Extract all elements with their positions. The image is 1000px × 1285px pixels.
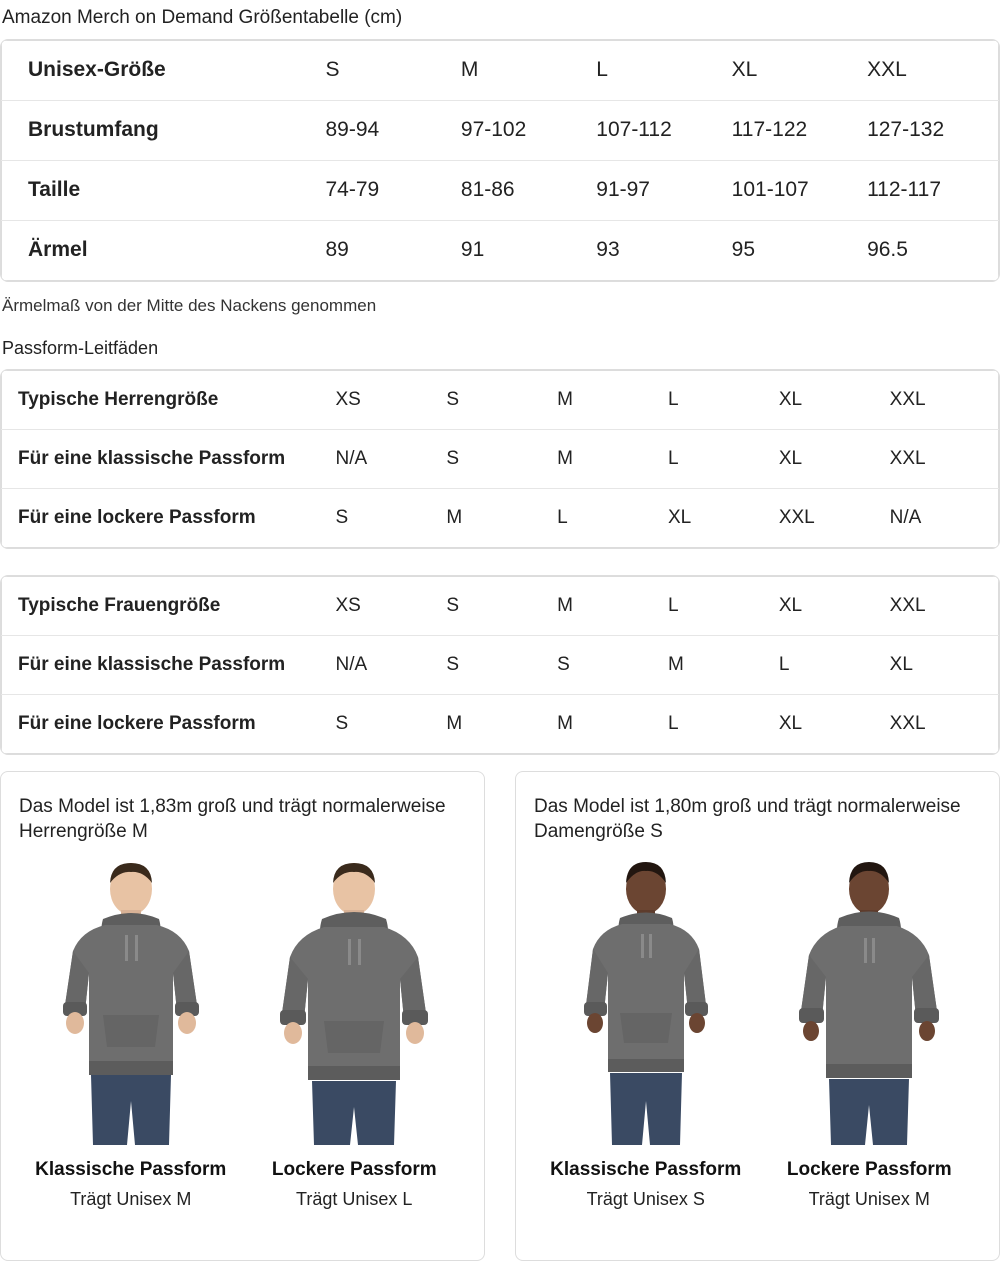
cell: XXL — [888, 370, 999, 429]
male-classic-hoodie-illustration — [31, 855, 231, 1145]
cell: 117-122 — [728, 100, 863, 160]
model-card-mens — [0, 771, 485, 1261]
model-figure-loose-fit-female — [769, 855, 969, 1145]
male-loose-hoodie-illustration — [254, 855, 454, 1145]
unisex-size-table-wrapper — [0, 39, 1000, 282]
cell: XXL — [888, 429, 999, 488]
model-figure-classic-fit-female — [546, 855, 746, 1145]
figure-row — [19, 855, 466, 1145]
cell: 97-102 — [457, 100, 592, 160]
cell: S — [335, 506, 349, 528]
mens-fit-table-wrapper — [0, 369, 1000, 549]
row-label: Unisex-Größe — [2, 40, 322, 100]
cell: 89-94 — [322, 100, 457, 160]
model-card-caption: Das Model ist 1,83m groß und trägt normalerweise Herrengröße M — [19, 795, 446, 843]
cell: N/A — [889, 506, 922, 528]
cell: 101-107 — [728, 160, 863, 220]
table-row — [2, 220, 999, 280]
row-label: Taille — [2, 160, 322, 220]
cell: M — [666, 635, 777, 694]
row-label: Brustumfang — [2, 100, 322, 160]
cell: 96.5 — [867, 238, 908, 262]
cell: 74-79 — [322, 160, 457, 220]
cell: XS — [334, 370, 445, 429]
figure-subtitle: Trägt Unisex L — [296, 1188, 413, 1209]
figure-label — [764, 1159, 974, 1210]
cell: 107-112 — [592, 100, 727, 160]
figure-subtitle: Trägt Unisex M — [70, 1188, 192, 1209]
female-loose-hoodie-illustration — [769, 855, 969, 1145]
cell: S — [444, 576, 555, 635]
figure-subtitle: Trägt Unisex M — [808, 1188, 930, 1209]
womens-fit-table — [1, 576, 999, 754]
cell: N/A — [334, 429, 445, 488]
model-cards — [0, 771, 1000, 1261]
cell: 81-86 — [457, 160, 592, 220]
cell: XXL — [889, 712, 926, 734]
cell: XL — [777, 370, 888, 429]
row-label: Für eine lockere Passform — [18, 506, 256, 528]
womens-fit-table-wrapper — [0, 575, 1000, 755]
figure-label — [249, 1159, 459, 1210]
figure-title: Lockere Passform — [786, 1158, 952, 1180]
cell: L — [592, 40, 727, 100]
cell: L — [666, 576, 777, 635]
model-card-womens — [515, 771, 1000, 1261]
cell: M — [555, 429, 666, 488]
figure-title: Lockere Passform — [271, 1158, 437, 1180]
cell: 112-117 — [863, 160, 998, 220]
figure-row — [534, 855, 981, 1145]
cell: N/A — [334, 635, 445, 694]
row-label: Für eine lockere Passform — [18, 712, 256, 734]
cell: S — [322, 40, 457, 100]
cell: 95 — [731, 238, 756, 262]
cell: M — [555, 576, 666, 635]
cell: S — [555, 635, 666, 694]
unisex-size-table — [1, 40, 999, 281]
table-row — [2, 100, 999, 160]
figure-label — [26, 1159, 236, 1210]
cell: 93 — [596, 238, 620, 262]
cell: XXL — [778, 506, 815, 528]
table-row — [2, 40, 999, 100]
figure-label-row — [19, 1159, 466, 1210]
figure-title: Klassische Passform — [35, 1158, 227, 1180]
model-figure-classic-fit-male — [31, 855, 231, 1145]
cell: L — [666, 429, 777, 488]
row-label: Typische Frauengröße — [2, 576, 334, 635]
cell: M — [446, 712, 463, 734]
cell: XL — [728, 40, 863, 100]
figure-title: Klassische Passform — [550, 1158, 742, 1180]
page-title: Amazon Merch on Demand Größentabelle (cm) — [2, 7, 403, 28]
table-row — [2, 488, 999, 547]
cell: M — [555, 370, 666, 429]
row-label: Für eine klassische Passform — [2, 635, 334, 694]
row-label: Für eine klassische Passform — [2, 429, 334, 488]
cell: XL — [777, 576, 888, 635]
cell: L — [667, 712, 679, 734]
figure-label — [541, 1159, 751, 1210]
cell: M — [457, 40, 592, 100]
cell: S — [444, 429, 555, 488]
cell: S — [444, 635, 555, 694]
cell: 89 — [325, 238, 349, 262]
sleeve-measurement-note: Ärmelmaß von der Mitte des Nackens genommen — [2, 295, 377, 315]
table-row — [2, 635, 999, 694]
cell: XL — [888, 635, 999, 694]
cell: XL — [777, 429, 888, 488]
cell: 127-132 — [863, 100, 998, 160]
fit-guides-label: Passform-Leitfäden — [2, 337, 159, 358]
model-figure-loose-fit-male — [254, 855, 454, 1145]
cell: XL — [667, 506, 692, 528]
cell: XS — [334, 576, 445, 635]
model-card-caption: Das Model ist 1,80m groß und trägt normalerweise Damengröße S — [534, 795, 961, 843]
cell: L — [557, 506, 568, 528]
female-classic-hoodie-illustration — [546, 855, 746, 1145]
cell: 91-97 — [592, 160, 727, 220]
cell: XXL — [863, 40, 998, 100]
cell: XXL — [888, 576, 999, 635]
cell: S — [335, 712, 349, 734]
row-label: Typische Herrengröße — [2, 370, 334, 429]
table-row — [2, 576, 999, 635]
cell: M — [557, 712, 573, 734]
cell: S — [444, 370, 555, 429]
cell: XL — [778, 712, 803, 734]
mens-fit-table — [1, 370, 999, 548]
figure-subtitle: Trägt Unisex S — [586, 1188, 705, 1209]
cell: L — [666, 370, 777, 429]
table-row — [2, 694, 999, 753]
table-row — [2, 370, 999, 429]
row-label: Ärmel — [28, 238, 88, 262]
table-row — [2, 160, 999, 220]
cell: M — [446, 506, 463, 528]
figure-label-row — [534, 1159, 981, 1210]
table-row — [2, 429, 999, 488]
cell: 91 — [460, 238, 485, 262]
cell: L — [777, 635, 888, 694]
